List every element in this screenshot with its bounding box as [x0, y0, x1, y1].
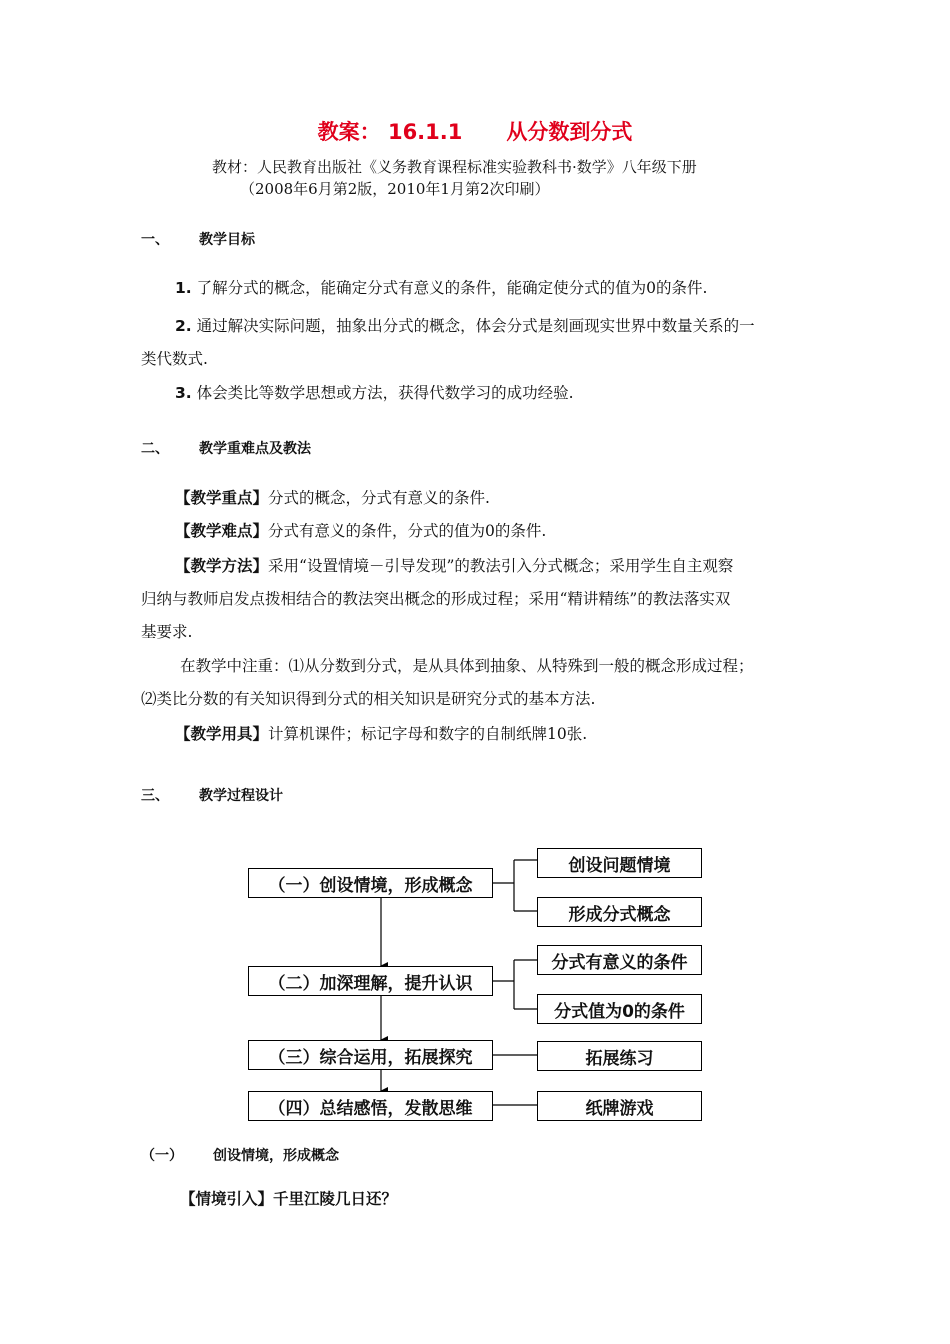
title-number: 16.1.1 [387, 120, 463, 144]
flow-stage-3: （三）综合运用，拓展探究 [248, 1040, 493, 1070]
flow-sub-6: 纸牌游戏 [537, 1091, 702, 1121]
difficulty-text: 分式有意义的条件，分式的值为0的条件. [268, 522, 547, 540]
edition-info: （2008年6月第2版，2010年1月第2次印刷） [240, 180, 550, 198]
subsection-number: （一） [141, 1148, 183, 1164]
intro-text: 千里江陵几日还？ [273, 1190, 398, 1208]
focus-tag: 【教学重点】 [175, 489, 269, 507]
flow-stage-4: （四）总结感悟，发散思维 [248, 1091, 493, 1121]
section-title: 教学目标 [199, 232, 255, 248]
flow-sub-5: 拓展练习 [537, 1041, 702, 1071]
note-line2: ⑵类比分数的有关知识得到分式的相关知识是研究分式的基本方法. [141, 690, 596, 708]
goal-text: 了解分式的概念，能确定分式有意义的条件，能确定使分式的值为0的条件. [196, 279, 708, 297]
section-title: 教学过程设计 [199, 788, 283, 804]
goal-number: 1. [175, 279, 192, 297]
textbook-info: 教材：人民教育出版社《义务教育课程标准实验教科书·数学》八年级下册 [212, 158, 697, 176]
goal-text-continued: 类代数式. [141, 350, 208, 368]
title-topic: 从分数到分式 [506, 120, 633, 144]
method-text-line2: 归纳与教师启发点拨相结合的教法突出概念的形成过程；采用“精讲精练”的教法落实双 [141, 590, 731, 608]
section-number: 二、 [141, 441, 169, 457]
flow-sub-1: 创设问题情境 [537, 848, 702, 878]
section-title: 教学重难点及教法 [199, 441, 311, 457]
flow-sub-3: 分式有意义的条件 [537, 945, 702, 975]
subsection-heading [141, 1145, 339, 1165]
difficulty-tag: 【教学难点】 [175, 522, 269, 540]
method-text-line3: 基要求. [141, 623, 193, 641]
intro-paragraph [180, 1187, 397, 1209]
tools-tag: 【教学用具】 [175, 725, 269, 743]
method-tag: 【教学方法】 [175, 557, 269, 575]
tools-text: 计算机课件；标记字母和数字的自制纸牌10张. [268, 725, 588, 743]
focus-text: 分式的概念，分式有意义的条件. [268, 489, 490, 507]
goal-text: 通过解决实际问题，抽象出分式的概念，体会分式是刻画现实世界中数量关系的一 [196, 317, 755, 335]
goal-text: 体会类比等数学思想或方法，获得代数学习的成功经验. [196, 384, 574, 402]
flow-stage-2: （二）加深理解，提升认识 [248, 966, 493, 996]
title-label: 教案： [317, 120, 381, 144]
section-number: 一、 [141, 232, 169, 248]
flow-sub-4: 分式值为0的条件 [537, 994, 702, 1024]
flow-sub-2: 形成分式概念 [537, 897, 702, 927]
method-text: 采用“设置情境－引导发现”的教法引入分式概念；采用学生自主观察 [268, 557, 734, 575]
flow-stage-1: （一）创设情境，形成概念 [248, 868, 493, 898]
subsection-title: 创设情境，形成概念 [213, 1148, 339, 1164]
goal-number: 2. [175, 317, 192, 335]
note-line1: 在教学中注重：⑴从分数到分式，是从具体到抽象、从特殊到一般的概念形成过程； [180, 657, 754, 675]
goal-number: 3. [175, 384, 192, 402]
intro-tag: 【情境引入】 [180, 1190, 274, 1208]
section-number: 三、 [141, 788, 169, 804]
